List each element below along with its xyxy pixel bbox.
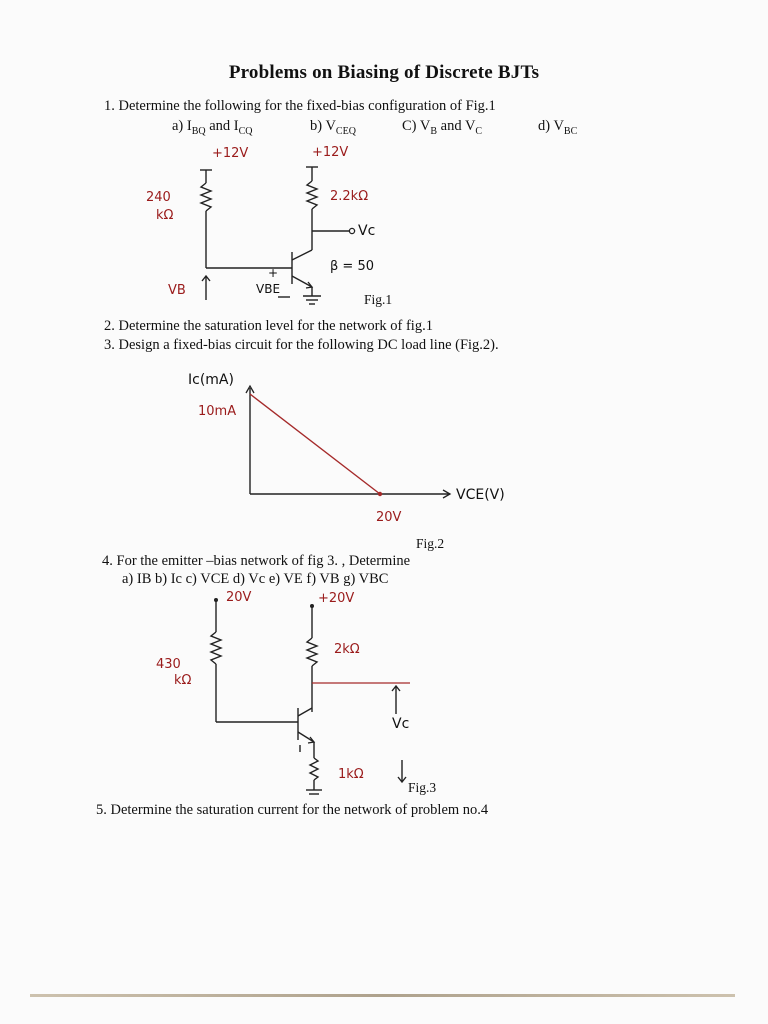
fig1-rb-value: 240 — [146, 190, 171, 205]
fig3-rb-unit: kΩ — [174, 673, 192, 688]
fig1-beta: β = 50 — [330, 259, 374, 274]
fig1-plus-sign: + — [268, 266, 279, 280]
fig2-x-tick-label: 20V — [376, 510, 402, 525]
fig3-vcc-right: +20V — [318, 591, 355, 606]
question-4: 4. For the emitter –bias network of fig 3. , Determine — [102, 553, 411, 569]
question-5: 5. Determine the saturation current for the network of problem no.4 — [96, 802, 489, 818]
question-1: 1. Determine the following for the fixed-bias configuration of Fig.1 — [104, 98, 496, 114]
fig1-vbe-label: VBE — [256, 282, 281, 296]
fig3-caption: Fig.3 — [408, 780, 437, 795]
fig1-vcc-right: +12V — [312, 145, 349, 160]
fig3-vcc-left: 20V — [226, 590, 252, 605]
fig1-vcc-left: +12V — [212, 146, 249, 161]
fig3-re-value: 1kΩ — [338, 767, 364, 782]
fig2-caption: Fig.2 — [416, 536, 445, 551]
question-4-parts: a) IB b) Ic c) VCE d) Vc e) VE f) VB g) VBC — [122, 571, 389, 587]
fig2-load-line — [250, 394, 380, 494]
fig3-rc-value: 2kΩ — [334, 642, 360, 657]
fig1-vc-label: Vc — [358, 223, 376, 239]
fig2-y-axis-label: Ic(mA) — [188, 372, 234, 388]
question-3: 3. Design a fixed-bias circuit for the following DC load line (Fig.2). — [104, 337, 499, 353]
page-bottom-rule — [30, 994, 735, 997]
fig2-y-tick-label: 10mA — [198, 404, 237, 419]
fig3-vc-label: Vc — [392, 716, 410, 732]
fig1-rc-value: 2.2kΩ — [330, 189, 369, 204]
q1-part-a: a) $I_{BQ}$ and $I_{CQ}$ — [172, 118, 253, 137]
fig2-x-axis-label: VCE(V) — [456, 487, 505, 503]
fig3-rb-value: 430 — [156, 657, 181, 672]
fig1-vb-label: VB — [168, 283, 186, 298]
fig2-x-arrow — [443, 490, 450, 498]
question-2: 2. Determine the saturation level for the network of fig.1 — [104, 318, 433, 334]
q1-part-c: C) $V_B$ and $V_C$ — [402, 118, 483, 137]
fig2-y-arrow — [246, 386, 254, 393]
page-title: Problems on Biasing of Discrete BJTs — [228, 62, 540, 83]
q1-part-d: d) $V_{BC}$ — [538, 118, 578, 137]
fig2-load-line-endpoint — [378, 492, 382, 496]
q1-part-b: b) $V_{CEQ}$ — [310, 118, 356, 137]
fig1-rb-unit: kΩ — [156, 208, 174, 223]
fig1-caption: Fig.1 — [364, 292, 393, 307]
